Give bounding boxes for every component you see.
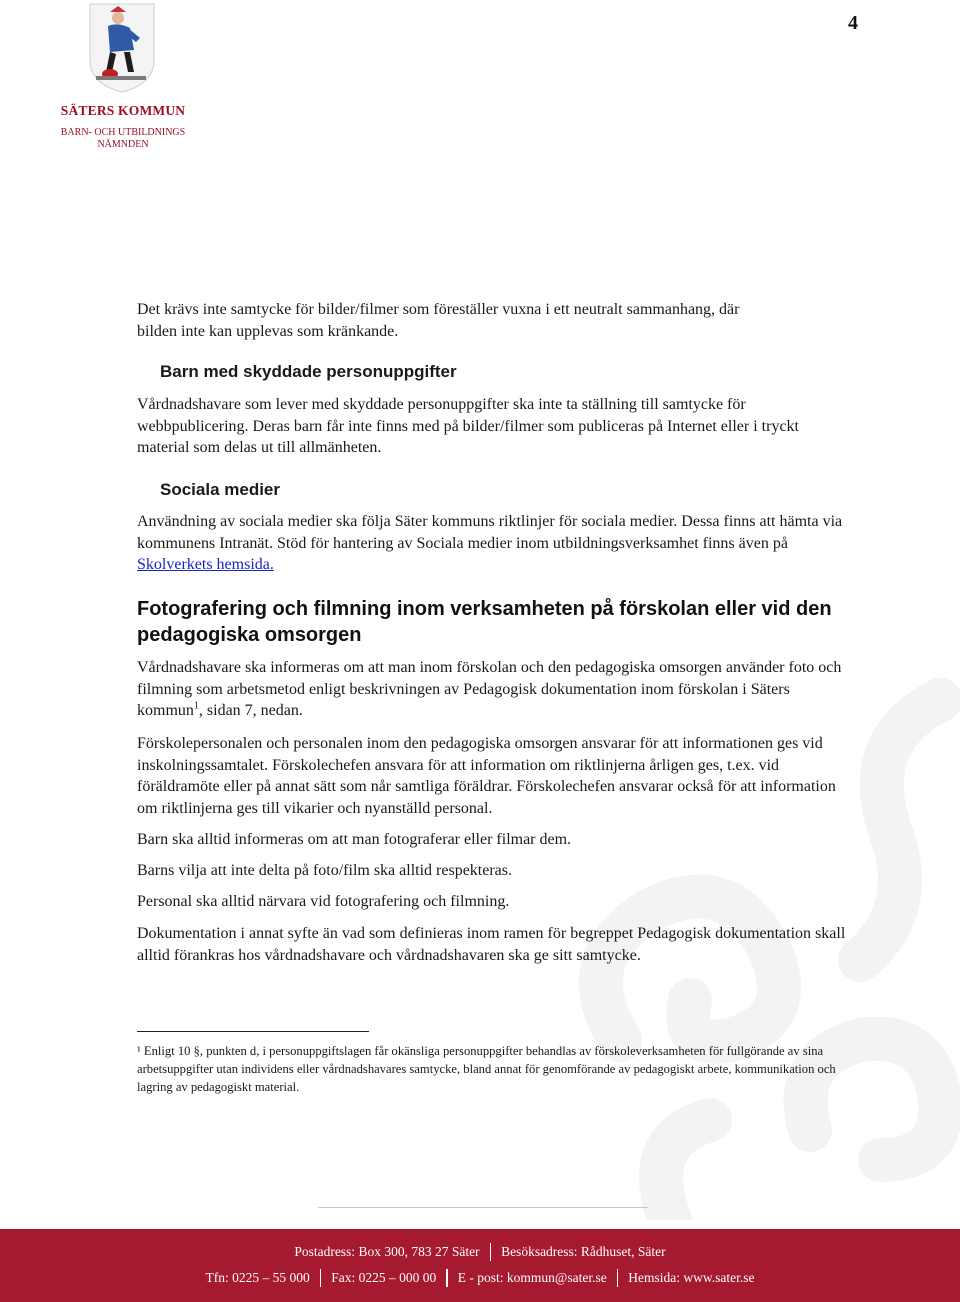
footer-contact-row — [0, 1270, 960, 1287]
footnote-ref: 1 — [193, 700, 199, 712]
email-address[interactable]: E - post: kommun@sater.se — [457, 1270, 607, 1285]
footnote-divider — [137, 1031, 369, 1032]
website[interactable]: Hemsida: www.sater.se — [628, 1270, 755, 1285]
department-line-2: NÄMNDEN — [97, 139, 149, 150]
heading-protected-data: Barn med skyddade personuppgifter — [160, 362, 457, 381]
page-number: 4 — [848, 12, 858, 34]
department-name — [48, 127, 198, 151]
skolverket-link[interactable]: Skolverkets hemsida. — [137, 556, 274, 573]
footer-divider — [318, 1207, 648, 1208]
intro-paragraph — [137, 299, 850, 342]
department-line-1: BARN- OCH UTBILDNINGS — [60, 127, 186, 138]
intro-line-1: Det krävs inte samtycke för bilder/filmer som föreställer vuxna i ett neutralt sammanhang, där — [137, 301, 740, 318]
protected-data-paragraph: Vårdnadshavare som lever med skyddade personuppgifter ska inte ta ställning till samtycke för webbpublicering. Deras barn får inte finns med på bilder/filmer som publiceras på Internet eller i tryckt material som delas ut till allmänheten. — [137, 396, 799, 456]
footer-bar — [0, 1229, 960, 1302]
responsibility-paragraph: Förskolepersonalen och personalen inom den pedagogiska omsorgen ansvarar för att informationen ges vid inskolningssamtalet. Förskolechefen ansvara för att information om riktlinjerna årligen ges, t.ex. vid föräldramöte eller på annat sätt som når samtliga föräldrar. Förskolechefen ansvarar också för att information om riktlinjerna ges till vikarier och nyanställd personal. — [137, 735, 836, 817]
municipality-logo — [48, 0, 198, 160]
postal-address: Postadress: Box 300, 783 27 Säter — [294, 1244, 480, 1259]
phone-number: Tfn: 0225 – 55 000 — [205, 1270, 310, 1285]
organization-name: SÄTERS KOMMUN — [60, 103, 186, 118]
social-media-paragraph — [137, 511, 850, 576]
heading-social-media: Sociala medier — [160, 480, 281, 499]
footnote: ¹ Enligt 10 §, punkten d, i personuppgiftslagen får okänsliga personuppgifter behandlas av förskoleverksamheten för fullgörande av sina arbetsuppgifter utan individens eller vårdnadshavares samtycke, bland annat för genomförande av pedagogiskt arbete, kommunikation och lagring av pedagogiskt material. — [137, 1044, 836, 1094]
info-paragraph — [137, 657, 850, 722]
documentation-paragraph: Dokumentation i annat syfte än vad som definieras inom ramen för begreppet Pedagogisk dokumentation skall alltid förankras hos vårdnadshavare och vårdnadshavaren ska ge sitt samtycke. — [137, 925, 846, 964]
inform-children-paragraph: Barn ska alltid informeras om att man fotograferar eller filmar dem. — [137, 831, 572, 848]
intro-line-2: bilden inte kan upplevas som kränkande. — [137, 322, 399, 340]
visiting-address: Besöksadress: Rådhuset, Säter — [501, 1244, 666, 1259]
footer-address-row — [0, 1244, 960, 1261]
coat-of-arms-icon — [88, 2, 156, 94]
respect-will-paragraph: Barns vilja att inte delta på foto/film ska alltid respekteras. — [137, 862, 512, 879]
info-text: Vårdnadshavare ska informeras om att man inom förskolan och den pedagogiska omsorgen använder foto och filmning som arbetsmetod enligt beskrivningen av Pedagogisk dokumentation inom förskolan i Säters kommun — [137, 659, 842, 719]
fax-number: Fax: 0225 – 000 00 — [331, 1270, 437, 1285]
section-heading: Fotografering och filmning inom verksamheten på förskolan eller vid den pedagogiska omsorgen — [137, 598, 832, 646]
info-text-end: , sidan 7, nedan. — [198, 702, 303, 719]
social-media-text: Användning av sociala medier ska följa Säter kommuns riktlinjer för sociala medier. Dessa finns att hämta via kommunens Intranät. Stöd för hantering av Sociala medier inom utbildningsverksamhet finns även på — [137, 513, 843, 552]
staff-present-paragraph: Personal ska alltid närvara vid fotografering och filmning. — [137, 893, 510, 910]
